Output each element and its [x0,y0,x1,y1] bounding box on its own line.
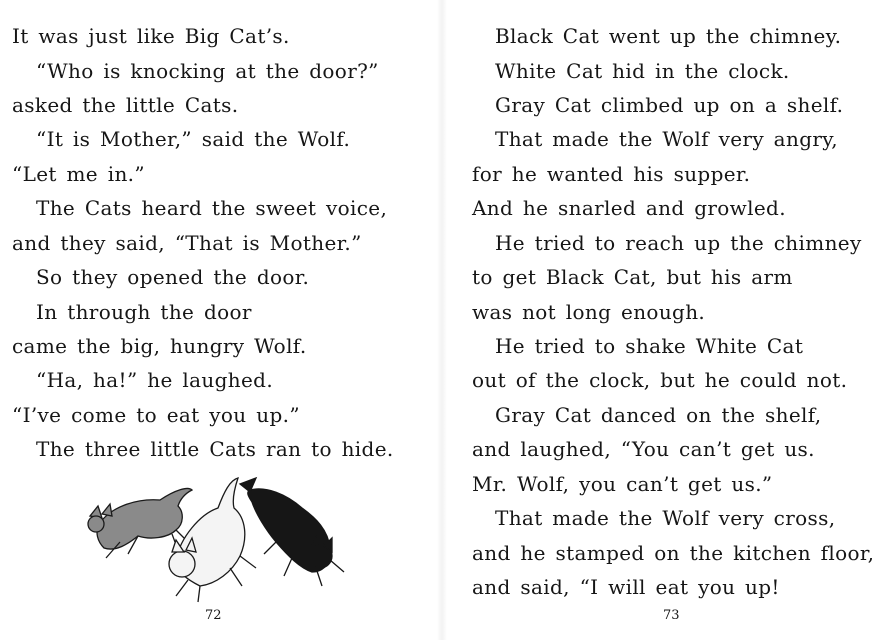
text-line: and they said, “That is Mother.” [12,231,362,255]
text-line: The Cats heard the sweet voice, [36,196,388,220]
text-line: It was just like Big Cat’s. [12,24,290,48]
text-line: and he stamped on the kitchen floor, [472,541,875,565]
text-line: Mr. Wolf, you can’t get us.” [472,472,773,496]
page-number: 73 [663,608,680,623]
text-line: to get Black Cat, but his arm [472,265,793,289]
three-cats-running-illustration [80,468,380,608]
text-line: “It is Mother,” said the Wolf. [36,127,351,151]
text-line: “I’ve come to eat you up.” [12,403,300,427]
text-line: He tried to reach up the chimney [495,231,862,255]
text-line: “Who is knocking at the door?” [36,59,379,83]
black-cat-figure [240,478,344,586]
text-line: was not long enough. [472,300,706,324]
text-line: The three little Cats ran to hide. [36,437,394,461]
text-line: and laughed, “You can’t get us. [472,437,815,461]
text-line: So they opened the door. [36,265,310,289]
text-line: Gray Cat danced on the shelf, [495,403,822,427]
text-line: That made the Wolf very angry, [495,127,838,151]
page-number: 72 [205,608,222,623]
text-line: Black Cat went up the chimney. [495,24,842,48]
text-line: Gray Cat climbed up on a shelf. [495,93,844,117]
text-line: for he wanted his supper. [472,162,751,186]
text-line: and said, “I will eat you up! [472,575,780,599]
text-line: White Cat hid in the clock. [495,59,790,83]
text-line: He tried to shake White Cat [495,334,804,358]
text-line: That made the Wolf very cross, [495,506,836,530]
right-page [441,0,883,640]
left-page [0,0,441,640]
text-line: And he snarled and growled. [472,196,786,220]
text-line: “Ha, ha!” he laughed. [36,368,274,392]
text-line: In through the door [36,300,252,324]
text-line: came the big, hungry Wolf. [12,334,307,358]
text-line: out of the clock, but he could not. [472,368,848,392]
text-line: “Let me in.” [12,162,145,186]
text-line: asked the little Cats. [12,93,239,117]
